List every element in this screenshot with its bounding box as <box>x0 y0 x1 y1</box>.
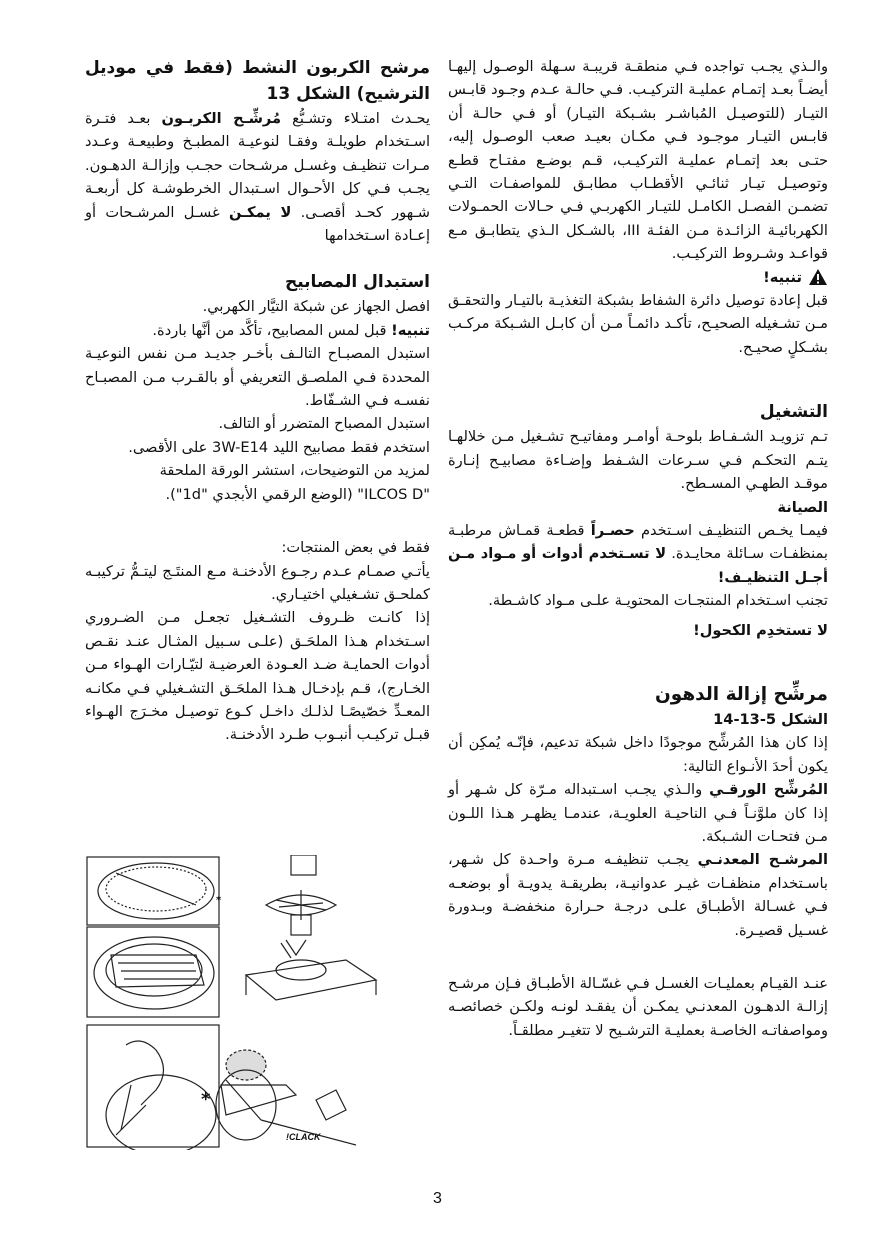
star-mark: * <box>201 1089 211 1110</box>
maintenance-title: الصيانة <box>777 498 828 516</box>
warning-heading <box>448 266 828 289</box>
lamps-more-info: لمزيد من التوضيحات، استشر الورقة الملحقة <box>159 462 430 480</box>
grease-filter-figure-ref: الشكل 5-13-14 <box>713 710 828 728</box>
maintenance-abrasive: تجنب اسـتخدام المنتجـات المحتويـة علـى مـواد كاشـطة. <box>488 592 828 610</box>
products-valve: يأتـي صمـام عـدم رجـوع الأدخنـة مـع المنتَـج ليتـمُّ تركيبـه كملحـق تشـغيلي اختيـاري. <box>85 562 430 603</box>
page-number: 3 <box>433 1190 442 1207</box>
star-mark-2: * <box>216 895 222 906</box>
lamps-damaged: استبدل المصباح المتضرر أو التالف. <box>218 415 430 433</box>
filter-diagram-icon <box>86 855 386 1150</box>
paper-filter-text: المُرشِّح الورقـي والـذي يجـب اسـتبداله مـرّة كل شـهر أو إذا كان ملوَّنـاً فـي الناحيـة العلويـة، عندمـا يظهـر هـذا اللـون مـن فتحـات الشـبكة. <box>448 781 828 845</box>
grease-filter-intro: إذا كان هذا المُرشِّح موجودًا داخل شبكة تدعيم، فإنّـه يُمكِن أن يكون أحدَ الأنـواع التالية: <box>448 734 828 775</box>
operation-text: تـم تزويـد الشـفـاط بلوحـة أوامـر ومفاتيـح تشـغيل مـن خلالهـا يتـم التحكـم فـي سـرعات الشـفط وإضـاءة مصابيـح إنـارة موقـد الطهـي المسـطح. <box>448 428 828 493</box>
lamps-disconnect: افصل الجهاز عن شبكة التيَّار الكهربي. <box>202 298 430 316</box>
metal-filter-text: المرشـح المعدنـي يجـب تنظيفـه مـرة واحـدة كل شـهر، باسـتخدام منظفـات غيـر عدوانيـة، بطريقـة يدويـة أو بوضعـه فـي غسـالة الأطبـاق علـى درجـة حـرارة منخفضـة وبـدورة غسـيل قصيـرة. <box>448 851 828 939</box>
operation-title: التشغيل <box>759 402 828 423</box>
right-column <box>448 55 828 1042</box>
carbon-filter-text: يحـدث امتـلاء وتشـبُّع مُرشِّـح الكربـون بعـد فتـرة اسـتخدام طويلـة وفقـا لنوعيـة المطبـخ وطبيعـة وعـدد مـرات تنظيـف وغسـل مرشـحات حجـب وإزالـة الدهـون. يجـب فـي كل الأحـوال اسـتبدال الخرطوشـة كل أربعـة شـهور كحـد أقصـى. لا يمكـن غسـل المرشـحات أو إعـادة اسـتخدامها <box>85 110 431 245</box>
install-paragraph: والـذي يجـب تواجده فـي منطقـة قريبـة سـهلة الوصـول إليهـا أيضـاً بعـد إتمـام عمليـة التركيـب. فـي حالـة عـدم وجـود قابـس التيـار (للتوصيـل المُباشـر بشـبكة التيـار) أو فـي حالـة أن قابـس التيـار موجـود فـي مكـان بعيـد صعب الوصـول إليه، حتـى بعد إتمـام عمليـة التركيـب، قـم بوضـع مفتـاح قطـع وتوصيـل تيـار ثنائـي الأقطـاب مطابـق للمواصفـات التـي تضمـن الفصـل الكامـل للتيـار الكهربـي فـي حـالات الحمـولات الكهربائيـة الزائـدة مـن الفئـة III، بالشـكل الـذي يتطابـق مـع قواعـد وشـروط التركيـب. <box>448 58 828 263</box>
lamps-led: استخدم فقط مصابيح الليد 3W-E14 على الأقصى. <box>128 438 430 456</box>
dishwasher-text: عنـد القيـام بعمليـات الغسـل فـي غسّـالة الأطبـاق فـإن مرشـح إزالـة الدهـون المعدنـي يمكـن أن يفقـد لونـه ولكـن خصائصـه ومواصفاتـه الخاصـة بعمليـة الترشـيح لا تتغيـر مطلقـاً. <box>448 975 828 1039</box>
warning-title: تنبيه! <box>763 268 802 286</box>
maintenance-alcohol: لا تستخدِم الكحول! <box>693 621 828 639</box>
lamps-replace: استبدل المصبـاح التالـف بأخـر جديـد مـن نفس النوعيـة المحددة فـي الملصـق التعريفي أو بالقـرب مـن المصبـاح نفسـه فـي الشـفّاط. <box>85 345 430 410</box>
warning-triangle-icon <box>808 268 828 286</box>
lamps-warning: تنبيه! قبل لمس المصابيح، تأكَّد من أنَّها باردة. <box>152 321 430 339</box>
filter-illustration <box>86 855 386 1150</box>
products-only: فقط في بعض المنتجات: <box>281 539 430 557</box>
clack-label: !CLACK <box>286 1132 321 1142</box>
carbon-filter-title: مرشح الكربون النشط (فقط في موديل الترشيح) الشكل 13 <box>85 58 430 104</box>
maintenance-text: فيمـا يخـص التنظيـف اسـتخدم حصـراً قطعـة قمـاش مرطبـة بمنظفـات سـائلة محايـدة. لا تسـتخدم أدوات أو مـواد مـن أجـل التنظيـف! <box>448 521 828 586</box>
lamps-ilcos: "ILCOS D" (الوضع الرقمي الأبجدي "1d"). <box>165 485 430 503</box>
grease-filter-title: مرشِّح إزالة الدهون <box>654 683 828 705</box>
left-column <box>85 55 430 747</box>
products-conditions: إذا كانـت ظـروف التشـغيل تجعـل مـن الضـروري اسـتخدام هـذا الملحَـق (علـى سـبيل المثـال عنـد نقـص أدوات الحمايـة ضـد العـودة العرضيـة لتيّـارات الهـواء مـن الخـارج)، قـم بإدخـال هـذا الملحَـق التشـغيلي فـي مكانـه المعـدِّ خصّيصًـا لذلـك داخـل كـوع توصيـل مخـرَج الهـواء قبـل تركيـب أنبـوب طـرد الأدخنـة. <box>85 609 430 744</box>
lamps-title: استبدال المصابيح <box>284 272 430 293</box>
warning-text: قبل إعادة توصيل دائرة الشفاط بشبكة التغذيـة بالتيـار والتحقـق مـن تشـغيله الصحيـح، تأكـد دائمـاً مـن أن كابـل الشـبكة مركـب بشـكلٍ صحيـح. <box>448 292 828 356</box>
